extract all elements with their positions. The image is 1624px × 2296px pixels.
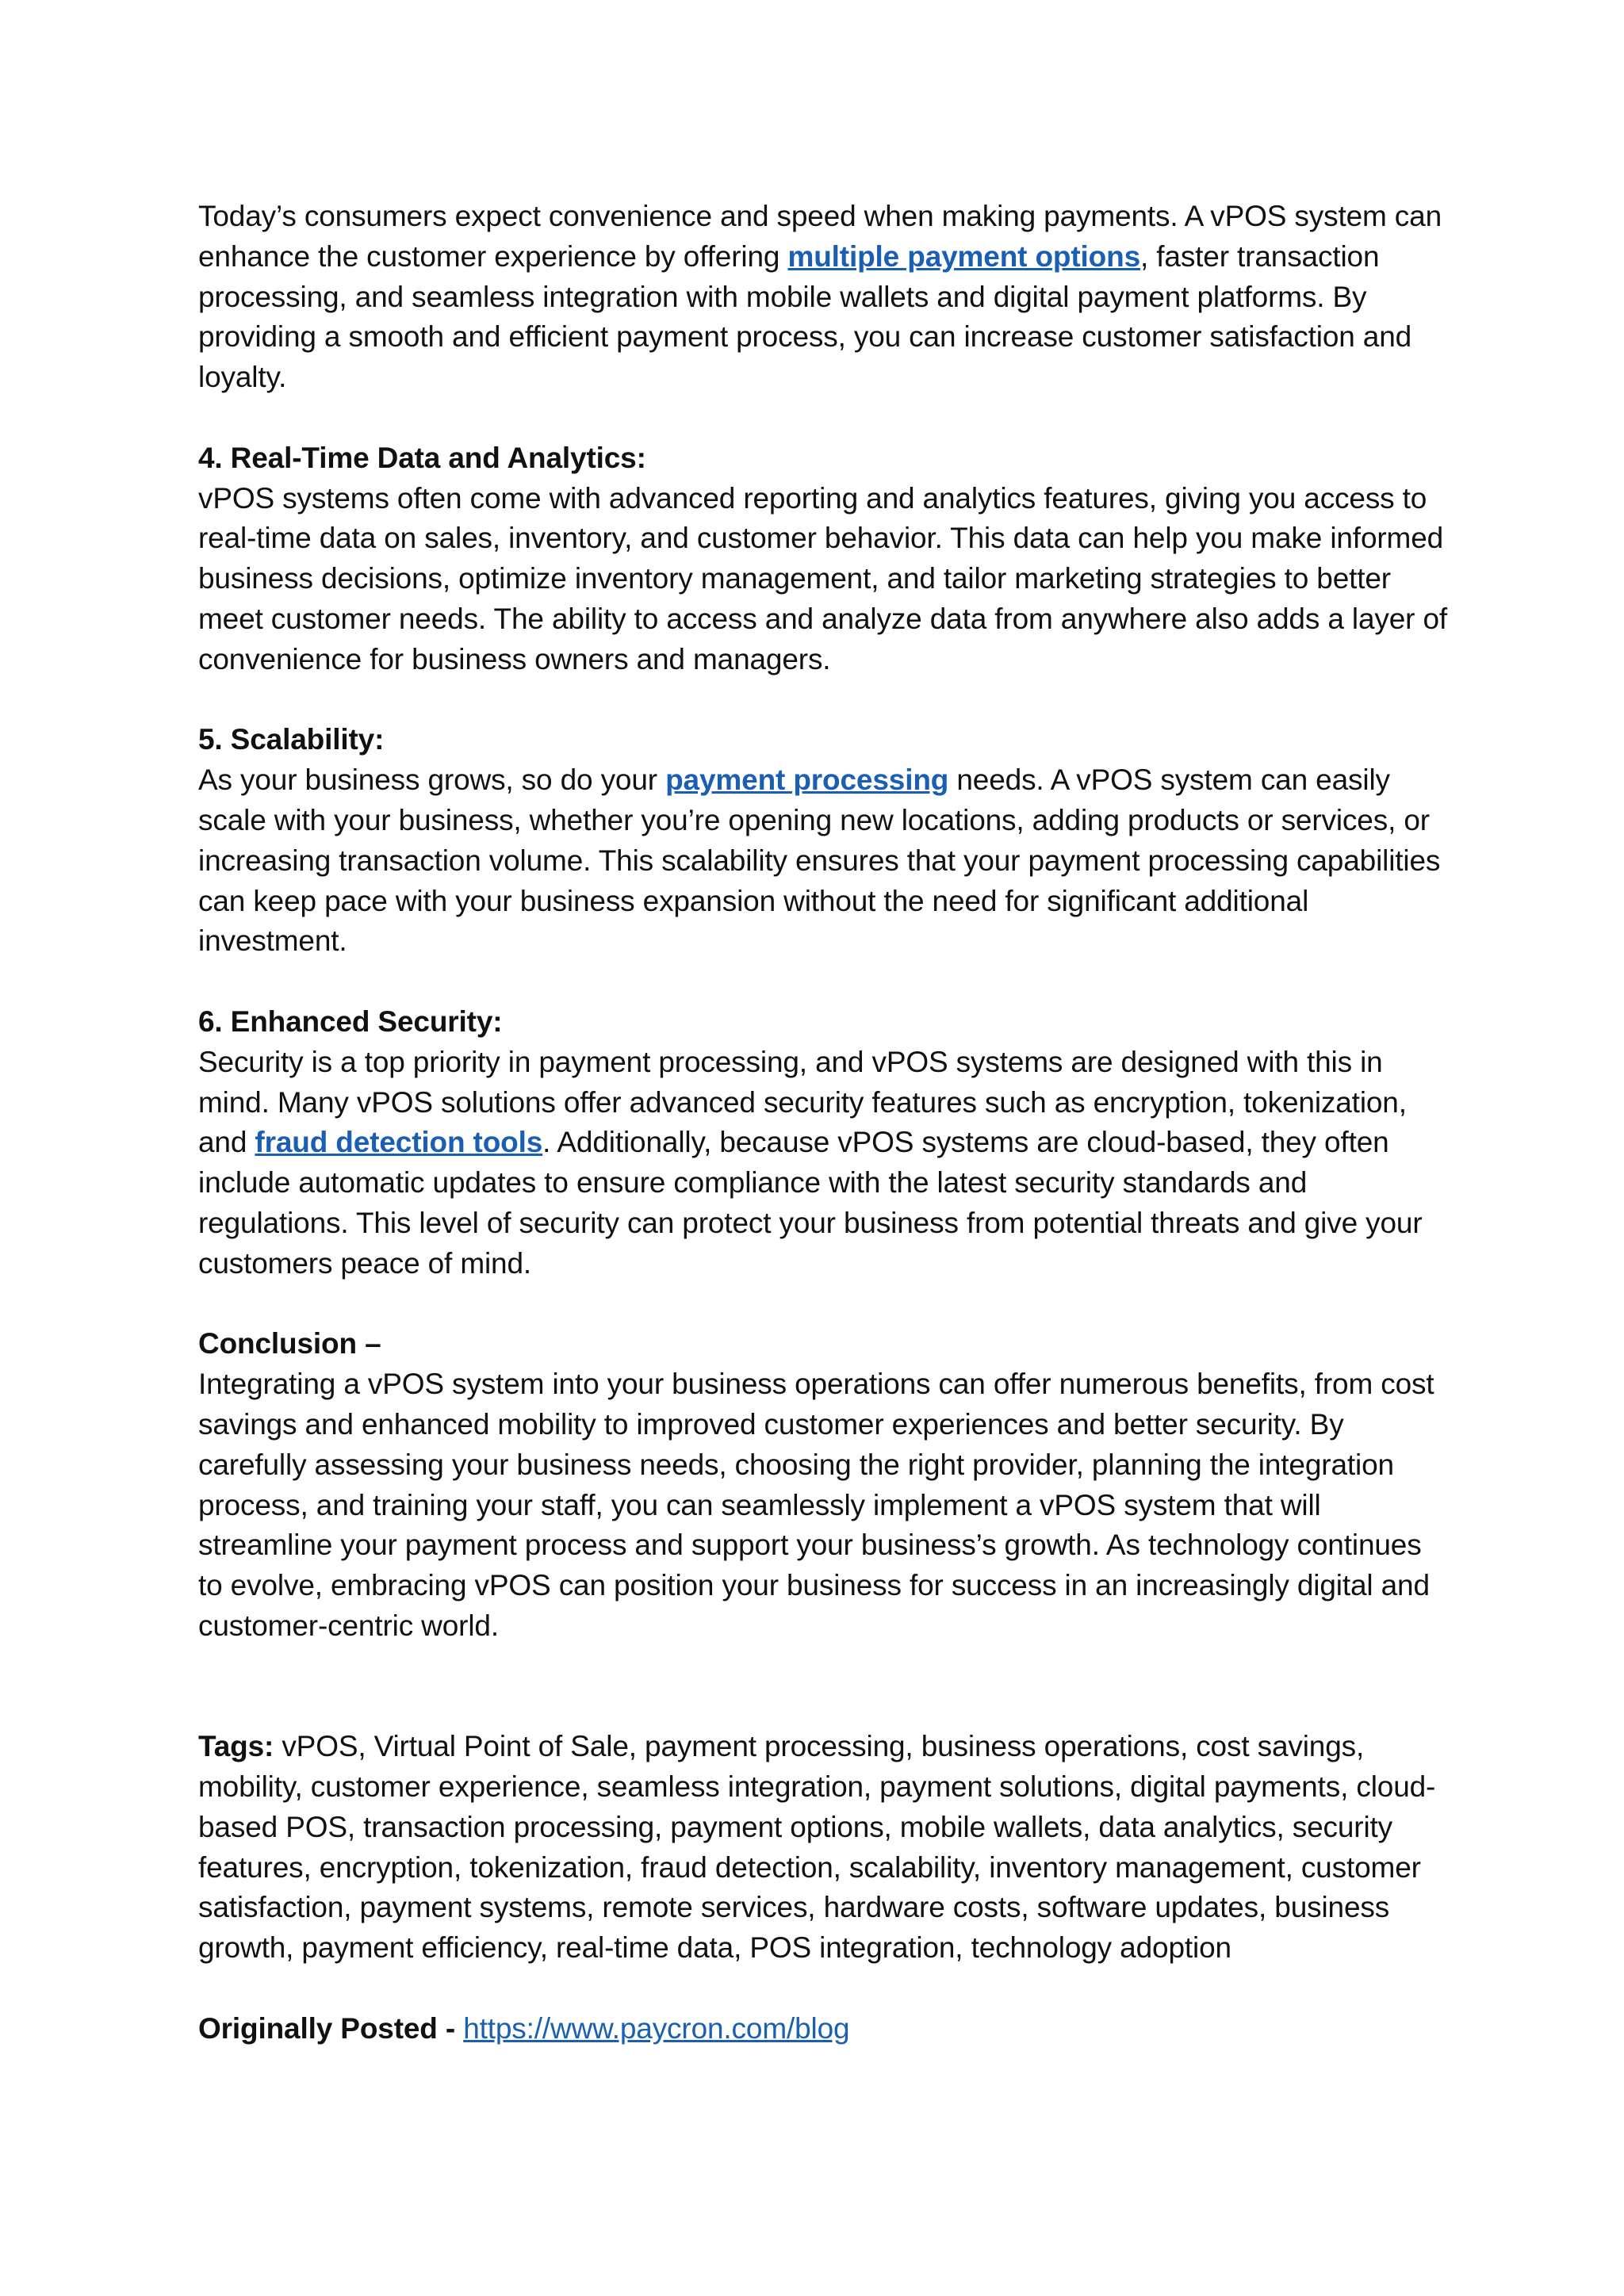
section-6-text-before: Security is a top priority in payment processing, and vPOS systems are designed with this in mind. Many vPOS solutions offer advanced security features such as encryption, tokenization, and [198,1045,1407,1159]
tags-list: vPOS, Virtual Point of Sale, payment processing, business operations, cost savings, mobility, customer experience, seamless integration, payment solutions, digital payments, cloud-based POS, transaction processing, payment options, mobile wallets, data analytics, security features, encryption, tokenization, fraud detection, scalability, inventory management, customer satisfaction, payment systems, remote services, hardware costs, software updates, business growth, payment efficiency, real-time data, POS integration, technology adoption [198,1730,1436,1965]
intro-text-before: Today’s consumers expect convenience and speed when making payments. A vPOS system can enhance the customer experience by offering [198,200,1442,273]
source-url-link[interactable]: https://www.paycron.com/blog [463,2011,850,2045]
section-6-heading: 6. Enhanced Security: [198,1004,503,1038]
section-6-body [198,1043,1451,1284]
section-conclusion [198,1324,1451,1646]
section-real-time-data [198,438,1451,680]
section-5-text-before: As your business grows, so do your [198,763,666,797]
section-enhanced-security [198,1002,1451,1284]
fraud-detection-tools-link[interactable]: fraud detection tools [255,1126,543,1159]
source-label: Originally Posted - [198,2011,464,2045]
section-5-heading: 5. Scalability: [198,723,385,756]
section-5-text-after: needs. A vPOS system can easily scale with your business, whether you’re opening new locations, adding products or services, or increasing transaction volume. This scalability ensures that your payment processing capabilities can keep pace with your business expansion without the need for significant additional investment. [198,763,1441,958]
section-5-body [198,760,1451,962]
tags-paragraph [198,1727,1451,1969]
section-4-heading: 4. Real-Time Data and Analytics: [198,441,646,474]
section-6-text-after: . Additionally, because vPOS systems are cloud-based, they often include automatic updates to ensure compliance with the latest security standards and regulations. This level of security can protect your business from potential threats and give your customers peace of mind. [198,1126,1423,1280]
document-page [198,197,1451,2049]
intro-paragraph [198,197,1451,398]
intro-text-after: , faster transaction processing, and seamless integration with mobile wallets and digital payment platforms. By providing a smooth and efficient payment process, you can increase customer satisfaction and loyalty. [198,239,1412,394]
tags-label: Tags: [198,1730,274,1763]
section-scalability [198,720,1451,962]
source-paragraph [198,2009,1451,2049]
conclusion-body: Integrating a vPOS system into your business operations can offer numerous benefits, from cost savings and enhanced mobility to improved customer experiences and better security. By carefully assessing your business needs, choosing the right provider, planning the integration process, and training your staff, you can seamlessly implement a vPOS system that will streamline your payment process and support your business’s growth. As technology continues to evolve, embracing vPOS can position your business for success in an increasingly digital and customer-centric world. [198,1368,1434,1642]
multiple-payment-options-link[interactable]: multiple payment options [787,239,1141,273]
conclusion-heading: Conclusion – [198,1327,381,1360]
payment-processing-link[interactable]: payment processing [665,763,949,797]
section-4-body: vPOS systems often come with advanced reporting and analytics features, giving you access to real-time data on sales, inventory, and customer behavior. This data can help you make informed business decisions, optimize inventory management, and tailor marketing strategies to better meet customer needs. The ability to access and analyze data from anywhere also adds a layer of convenience for business owners and managers. [198,481,1448,675]
